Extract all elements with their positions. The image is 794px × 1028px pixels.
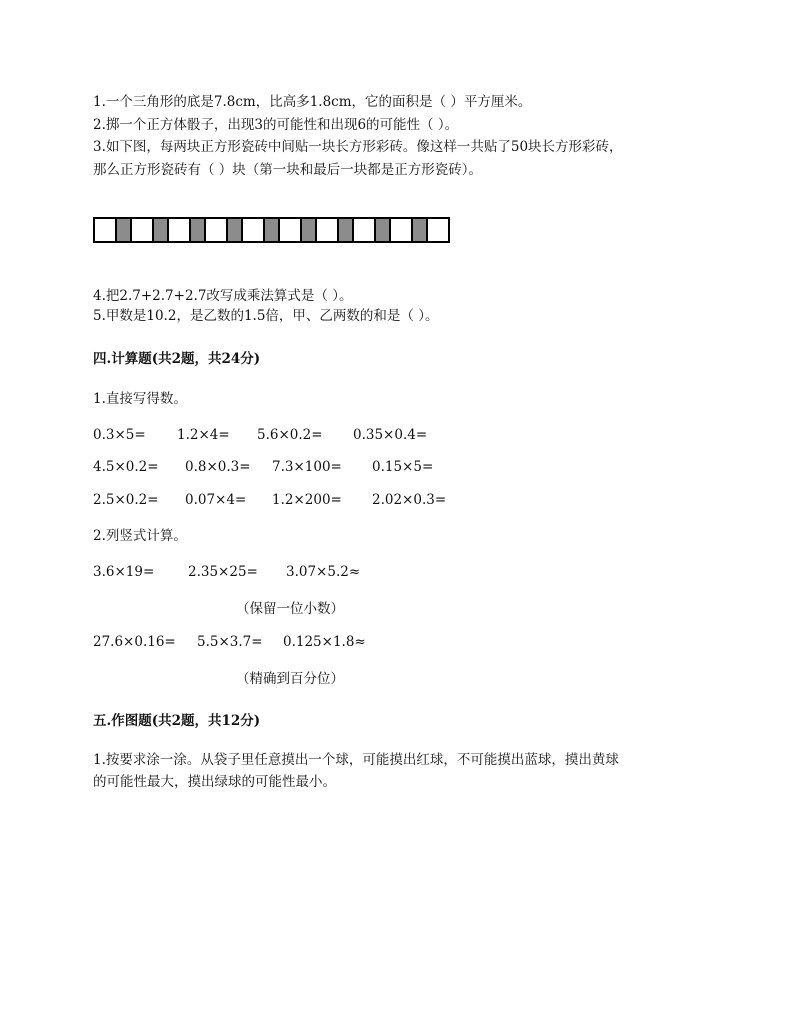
- question-3-2: 2.掷一个正方体骰子，出现3的可能性和出现6的可能性（ ）。: [93, 117, 459, 133]
- square-tile: [168, 218, 190, 242]
- rounding-note-2: （精确到百分位）: [236, 671, 344, 687]
- square-tile: [353, 218, 375, 242]
- calc-item: 0.8×0.3=: [185, 459, 251, 475]
- calc-item: 5.6×0.2=: [257, 427, 323, 443]
- calc-item: 4.5×0.2=: [93, 459, 159, 475]
- question-5-1-line2: 的可能性最大，摸出绿球的可能性最小。: [93, 774, 336, 790]
- rectangle-tile: [412, 218, 427, 242]
- calc-item: 0.3×5=: [93, 427, 146, 443]
- calc-item: 0.15×5=: [372, 459, 434, 475]
- calc-item: 5.5×3.7=: [197, 634, 263, 650]
- calc-item: 0.35×0.4=: [353, 427, 428, 443]
- question-3-3-line2: 那么正方形瓷砖有（ ）块（第一块和最后一块都是正方形瓷砖）。: [93, 162, 483, 178]
- question-3-5: 5.甲数是10.2，是乙数的1.5倍，甲、乙两数的和是（ ）。: [93, 308, 439, 324]
- rectangle-tile: [375, 218, 390, 242]
- calc-item: 3.6×19=: [93, 564, 155, 580]
- calc-item: 0.125×1.8≈: [283, 634, 366, 650]
- square-tile: [242, 218, 264, 242]
- question-4-2-title: 2.列竖式计算。: [93, 528, 187, 544]
- section-5-heading: 五.作图题(共2题，共12分): [93, 713, 261, 729]
- calc-item: 1.2×200=: [272, 492, 342, 508]
- calc-item: 7.3×100=: [272, 459, 342, 475]
- calc-item: 2.5×0.2=: [93, 492, 159, 508]
- square-tile: [205, 218, 227, 242]
- rounding-note-1: （保留一位小数）: [236, 601, 344, 617]
- square-tile: [427, 218, 449, 242]
- question-3-1: 1.一个三角形的底是7.8cm，比高多1.8cm，它的面积是（ ）平方厘米。: [93, 94, 532, 110]
- rectangle-tile: [338, 218, 353, 242]
- question-3-4: 4.把2.7+2.7+2.7改写成乘法算式是（ ）。: [93, 288, 353, 304]
- rectangle-tile: [227, 218, 242, 242]
- calc-item: 1.2×4=: [177, 427, 230, 443]
- square-tile: [316, 218, 338, 242]
- square-tile: [131, 218, 153, 242]
- calc-item: 2.02×0.3=: [372, 492, 447, 508]
- square-tile: [94, 218, 116, 242]
- rectangle-tile: [190, 218, 205, 242]
- tile-pattern-figure: [93, 216, 465, 244]
- calc-item: 2.35×25=: [188, 564, 258, 580]
- section-4-heading: 四.计算题(共2题，共24分): [93, 351, 261, 367]
- rectangle-tile: [116, 218, 131, 242]
- rectangle-tile: [264, 218, 279, 242]
- question-5-1-line1: 1.按要求涂一涂。从袋子里任意摸出一个球，可能摸出红球，不可能摸出蓝球，摸出黄球: [93, 752, 619, 768]
- rectangle-tile: [301, 218, 316, 242]
- question-4-1-title: 1.直接写得数。: [93, 391, 187, 407]
- calc-item: 0.07×4=: [185, 492, 247, 508]
- square-tile: [279, 218, 301, 242]
- square-tile: [390, 218, 412, 242]
- calc-item: 27.6×0.16=: [93, 634, 176, 650]
- rectangle-tile: [153, 218, 168, 242]
- question-3-3-line1: 3.如下图，每两块正方形瓷砖中间贴一块长方形彩砖。像这样一共贴了50块长方形彩砖，: [93, 139, 623, 155]
- calc-item: 3.07×5.2≈: [286, 564, 361, 580]
